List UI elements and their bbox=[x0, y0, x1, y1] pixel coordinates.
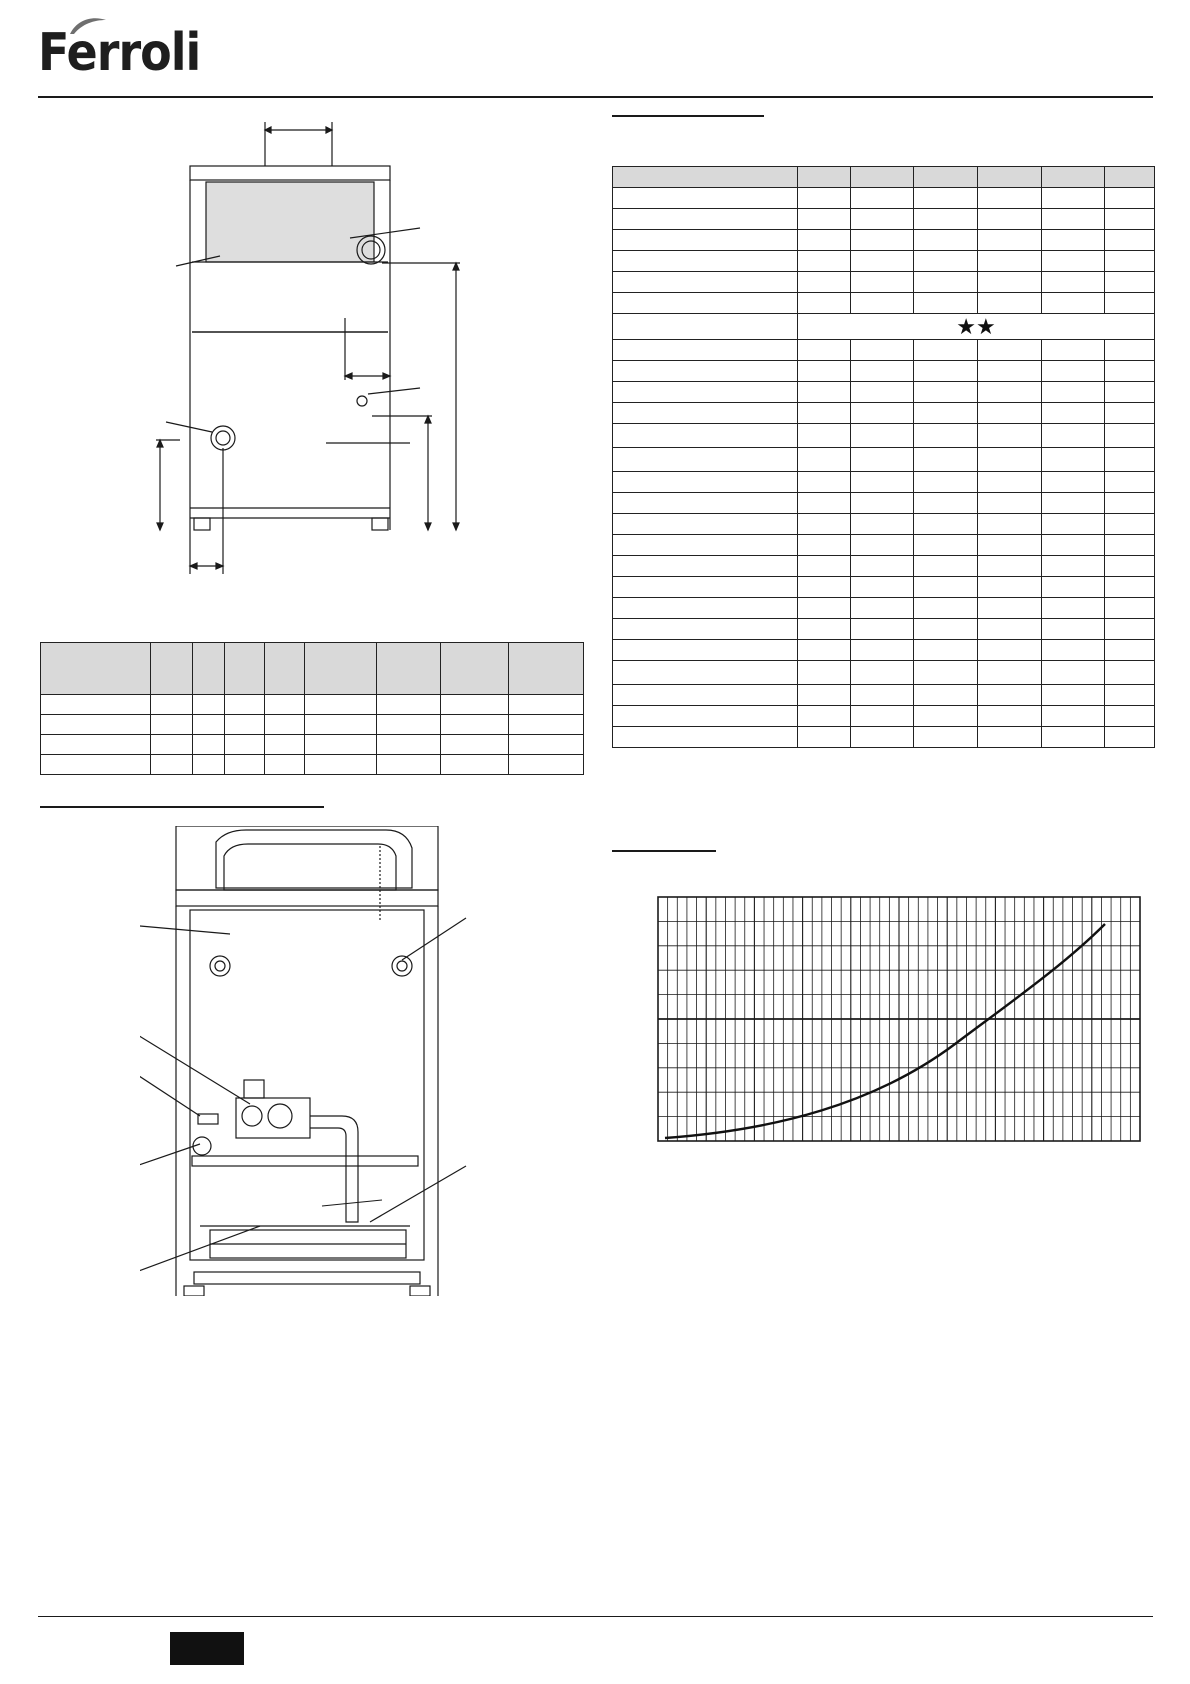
header-rule bbox=[38, 96, 1153, 98]
table-row bbox=[41, 755, 584, 775]
table-row bbox=[613, 661, 1155, 685]
table-row bbox=[613, 209, 1155, 230]
table-row bbox=[613, 382, 1155, 403]
table-row bbox=[41, 715, 584, 735]
table-row bbox=[613, 514, 1155, 535]
main-components-drawing bbox=[140, 826, 490, 1296]
table-row bbox=[613, 340, 1155, 361]
table-row bbox=[613, 230, 1155, 251]
section-heading-underline bbox=[40, 806, 324, 808]
table-row bbox=[613, 251, 1155, 272]
table-row bbox=[613, 293, 1155, 314]
table-row bbox=[613, 448, 1155, 472]
technical-data-table bbox=[612, 166, 1155, 748]
table-row bbox=[613, 598, 1155, 619]
table-row bbox=[613, 188, 1155, 209]
footer-rule bbox=[38, 1616, 1153, 1617]
pressure-loss-graph bbox=[655, 894, 1143, 1150]
table-row bbox=[613, 619, 1155, 640]
table-row bbox=[613, 272, 1155, 293]
table-row bbox=[613, 706, 1155, 727]
section-heading-underline bbox=[612, 850, 716, 852]
table-row bbox=[613, 640, 1155, 661]
table-row-energy-rating bbox=[613, 314, 1155, 340]
table-row bbox=[613, 361, 1155, 382]
table-row bbox=[613, 556, 1155, 577]
page-number-tab bbox=[170, 1632, 244, 1665]
table-row bbox=[613, 493, 1155, 514]
table-row bbox=[613, 727, 1155, 748]
energy-rating-stars: ★★ bbox=[798, 314, 1155, 340]
dimensions-table bbox=[40, 642, 584, 775]
table-row bbox=[41, 735, 584, 755]
table-row bbox=[613, 685, 1155, 706]
table-row bbox=[613, 403, 1155, 424]
graph-curve bbox=[665, 924, 1105, 1138]
technical-data-table-header bbox=[613, 167, 1155, 188]
section-heading-underline bbox=[612, 115, 764, 117]
dimensions-drawing bbox=[120, 118, 460, 578]
table-row bbox=[41, 695, 584, 715]
table-row bbox=[613, 424, 1155, 448]
table-row bbox=[613, 535, 1155, 556]
dimensions-table-header bbox=[41, 643, 584, 695]
table-row bbox=[613, 577, 1155, 598]
table-row bbox=[613, 472, 1155, 493]
brand-logo: Ferroli bbox=[38, 22, 201, 83]
